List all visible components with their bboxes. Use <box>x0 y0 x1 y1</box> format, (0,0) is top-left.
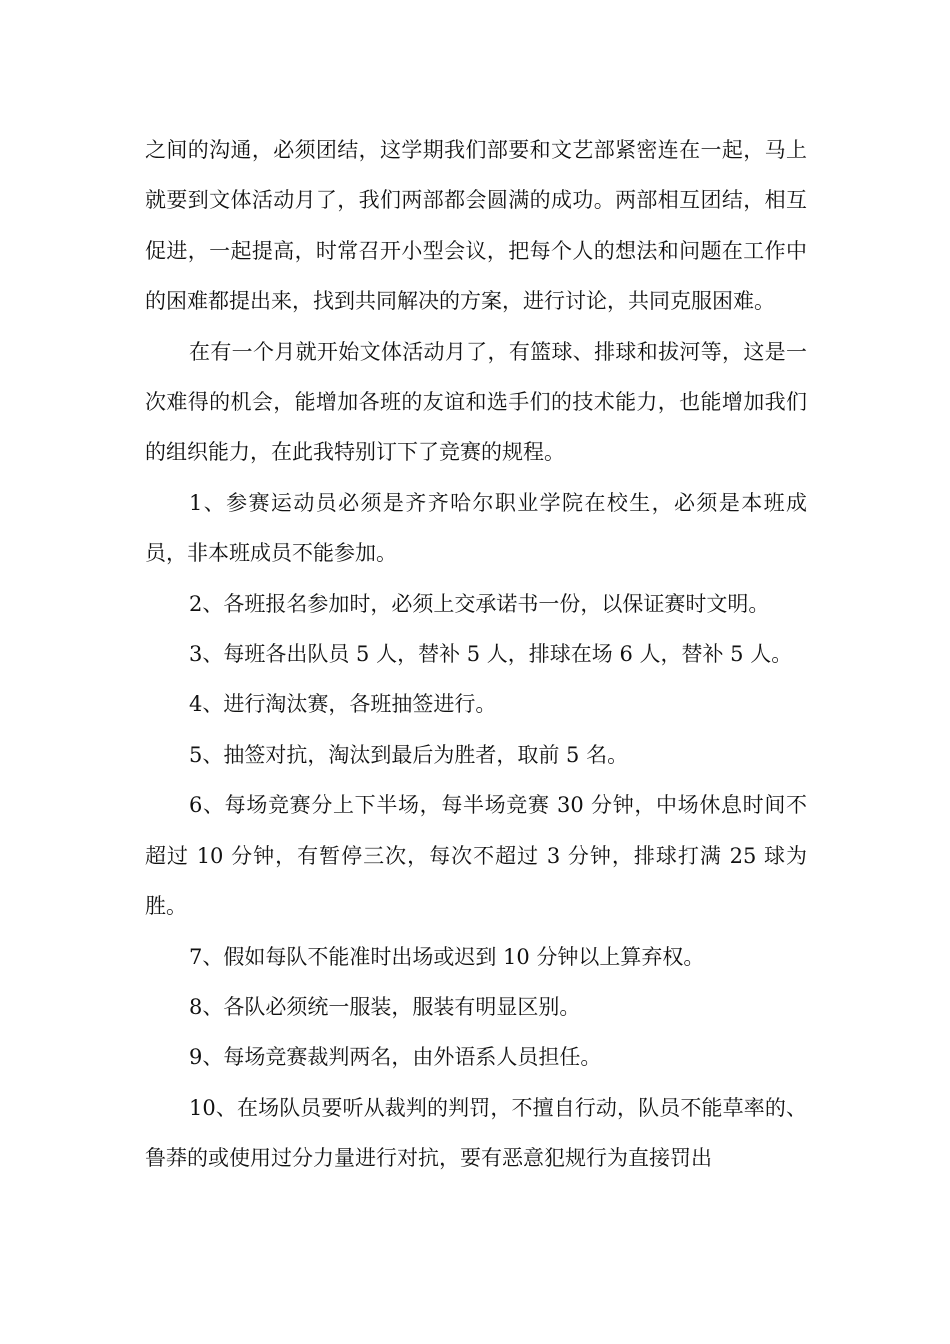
rule-item-3: 3、每班各出队员 5 人，替补 5 人，排球在场 6 人，替补 5 人。 <box>189 642 793 667</box>
document-body <box>145 125 807 1184</box>
paragraph-intro: 之间的沟通，必须团结，这学期我们部要和文艺部紧密连在一起，马上就要到文体活动月了，我们两部都会圆满的成功。两部相互团结，相互促进，一起提高，时常召开小型会议，把每个人的想法和问题在工作中的困难都提出来，找到共同解决的方案，进行讨论，共同克服困难。 <box>145 138 807 314</box>
paragraph-activity-month: 在有一个月就开始文体活动月了，有篮球、排球和拔河等，这是一次难得的机会，能增加各班的友谊和选手们的技术能力，也能增加我们的组织能力，在此我特别订下了竞赛的规程。 <box>145 339 807 465</box>
rule-item-9: 9、每场竞赛裁判两名，由外语系人员担任。 <box>189 1045 602 1070</box>
rule-item-8: 8、各队必须统一服装，服装有明显区别。 <box>189 994 581 1019</box>
rule-item-5: 5、抽签对抗，淘汰到最后为胜者，取前 5 名。 <box>189 742 629 767</box>
rule-item-1: 1、参赛运动员必须是齐齐哈尔职业学院在校生，必须是本班成员，非本班成员不能参加。 <box>145 490 807 566</box>
rule-item-2: 2、各班报名参加时，必须上交承诺书一份，以保证赛时文明。 <box>189 591 770 616</box>
rule-item-6: 6、每场竞赛分上下半场，每半场竞赛 30 分钟，中场休息时间不超过 10 分钟，有暂停三次，每次不超过 3 分钟，排球打满 25 球为胜。 <box>145 793 807 919</box>
rule-item-10: 10、在场队员要听从裁判的判罚，不擅自行动，队员不能草率的、鲁莽的或使用过分力量进行对抗，要有恶意犯规行为直接罚出 <box>145 1095 807 1171</box>
rule-item-7: 7、假如每队不能准时出场或迟到 10 分钟以上算弃权。 <box>189 944 705 969</box>
rule-item-4: 4、进行淘汰赛，各班抽签进行。 <box>189 692 497 717</box>
